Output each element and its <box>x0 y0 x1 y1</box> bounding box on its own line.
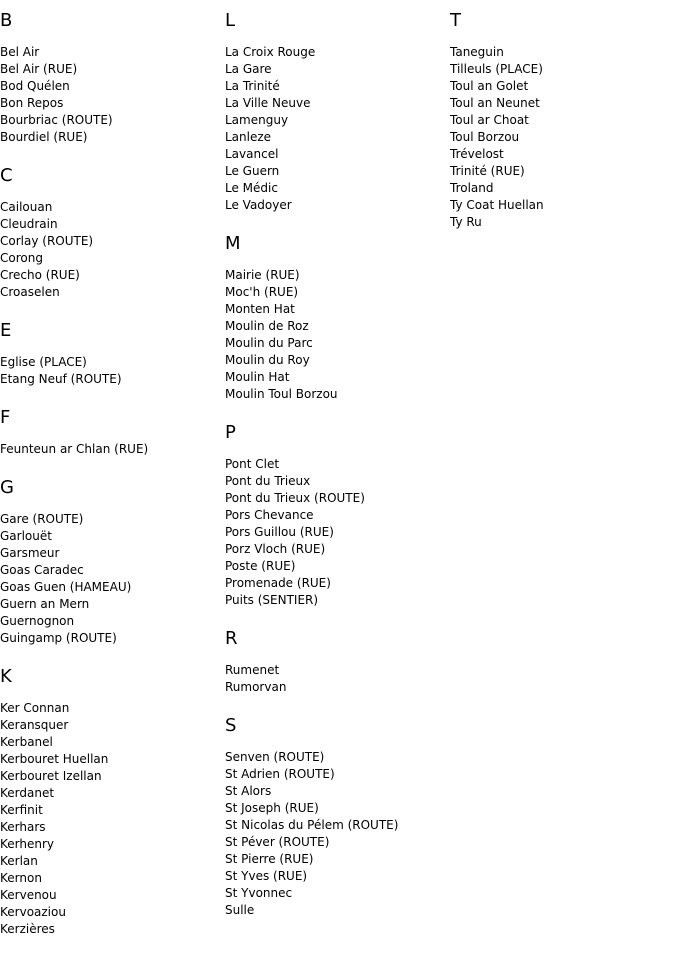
street-name: Kerdanet <box>0 786 55 800</box>
street-name: Promenade (RUE) <box>225 576 331 590</box>
street-name: Rumorvan <box>225 680 287 694</box>
street-list <box>0 199 222 301</box>
street-name: Goas Guen (HAMEAU) <box>0 580 132 594</box>
street-name: Moulin du Parc <box>225 336 313 350</box>
street-name: Crecho (RUE) <box>0 268 80 282</box>
street-list <box>450 44 672 231</box>
section-letter-heading: R <box>225 628 238 649</box>
street-name: Trévelost <box>450 147 504 161</box>
letter-section <box>0 320 222 388</box>
street-name: Eglise (PLACE) <box>0 355 87 369</box>
street-name: Kervenou <box>0 888 57 902</box>
street-name: Goas Caradec <box>0 563 84 577</box>
section-letter-heading: S <box>225 715 237 736</box>
street-name: Corlay (ROUTE) <box>0 234 94 248</box>
index-column-1 <box>0 10 222 957</box>
letter-section <box>225 422 447 609</box>
street-name: Bourdiel (RUE) <box>0 130 88 144</box>
section-letter-heading: G <box>0 477 14 498</box>
street-name: La Ville Neuve <box>225 96 311 110</box>
street-list <box>225 456 447 609</box>
street-name: Lamenguy <box>225 113 289 127</box>
street-name: Tilleuls (PLACE) <box>450 62 543 76</box>
street-name: Le Médic <box>225 181 278 195</box>
letter-section <box>0 407 222 458</box>
street-list <box>225 662 447 696</box>
letter-section <box>450 10 672 231</box>
street-name: Bel Air (RUE) <box>0 62 78 76</box>
street-name: St Nicolas du Pélem (ROUTE) <box>225 818 399 832</box>
street-name: Kerbouret Huellan <box>0 752 109 766</box>
street-name: Guingamp (ROUTE) <box>0 631 117 645</box>
street-name: Croaselen <box>0 285 60 299</box>
street-name: St Adrien (ROUTE) <box>225 767 335 781</box>
street-name: Bon Repos <box>0 96 64 110</box>
letter-section <box>225 715 447 919</box>
street-list <box>0 354 222 388</box>
street-name: St Joseph (RUE) <box>225 801 319 815</box>
street-name: Moulin Hat <box>225 370 290 384</box>
letter-section <box>0 666 222 938</box>
street-name: Poste (RUE) <box>225 559 296 573</box>
section-letter-heading: K <box>0 666 12 687</box>
street-name: Kervoaziou <box>0 905 66 919</box>
street-name: Moulin de Roz <box>225 319 309 333</box>
street-name: Sulle <box>225 903 255 917</box>
street-list <box>225 44 447 214</box>
letter-section <box>0 165 222 301</box>
street-name: Kerbanel <box>0 735 53 749</box>
index-column-3 <box>450 10 672 250</box>
street-name: Ty Ru <box>450 215 482 229</box>
street-name: Moc'h (RUE) <box>225 285 299 299</box>
street-name: Keransquer <box>0 718 69 732</box>
street-name: Monten Hat <box>225 302 295 316</box>
street-name: St Yves (RUE) <box>225 869 308 883</box>
street-name: Kerlan <box>0 854 38 868</box>
street-name: Mairie (RUE) <box>225 268 300 282</box>
section-letter-heading: C <box>0 165 13 186</box>
street-name: Troland <box>450 181 494 195</box>
street-name: Kerfinit <box>0 803 43 817</box>
street-name: Guern an Mern <box>0 597 90 611</box>
street-name: Puits (SENTIER) <box>225 593 319 607</box>
street-name: Pont du Trieux (ROUTE) <box>225 491 365 505</box>
street-name: Kernon <box>0 871 42 885</box>
section-letter-heading: L <box>225 10 236 31</box>
street-name: Porz Vloch (RUE) <box>225 542 326 556</box>
street-list <box>0 44 222 146</box>
street-name: Bod Quélen <box>0 79 70 93</box>
street-name: St Alors <box>225 784 272 798</box>
letter-section <box>225 233 447 403</box>
street-name: Pors Guillou (RUE) <box>225 525 334 539</box>
street-name: Guernognon <box>0 614 75 628</box>
street-name: La Trinité <box>225 79 280 93</box>
street-name: Toul an Golet <box>450 79 529 93</box>
street-name: Etang Neuf (ROUTE) <box>0 372 122 386</box>
street-name: La Gare <box>225 62 272 76</box>
street-name: Kerbouret Izellan <box>0 769 102 783</box>
street-name: Pont du Trieux <box>225 474 311 488</box>
street-list <box>225 267 447 403</box>
street-list <box>0 511 222 647</box>
section-letter-heading: B <box>0 10 13 31</box>
street-name: La Croix Rouge <box>225 45 316 59</box>
street-name: Lanleze <box>225 130 272 144</box>
index-column-2 <box>225 10 447 938</box>
street-name: Toul an Neunet <box>450 96 540 110</box>
street-name: Moulin du Roy <box>225 353 310 367</box>
street-name: Ty Coat Huellan <box>450 198 544 212</box>
section-letter-heading: T <box>450 10 461 31</box>
street-name: Garsmeur <box>0 546 60 560</box>
street-name: Corong <box>0 251 43 265</box>
street-name: Garlouët <box>0 529 52 543</box>
section-letter-heading: P <box>225 422 236 443</box>
street-name: Kerhenry <box>0 837 55 851</box>
street-name: Feunteun ar Chlan (RUE) <box>0 442 149 456</box>
street-name: Lavancel <box>225 147 279 161</box>
letter-section <box>225 628 447 696</box>
street-list <box>0 441 222 458</box>
street-name: Senven (ROUTE) <box>225 750 325 764</box>
street-name: Cailouan <box>0 200 53 214</box>
street-name: St Pierre (RUE) <box>225 852 314 866</box>
street-name: Le Vadoyer <box>225 198 292 212</box>
street-name: Kerzières <box>0 922 55 936</box>
letter-section <box>225 10 447 214</box>
section-letter-heading: M <box>225 233 241 254</box>
street-name: Pont Clet <box>225 457 280 471</box>
street-name: Le Guern <box>225 164 280 178</box>
street-name: Cleudrain <box>0 217 58 231</box>
street-name: Toul Borzou <box>450 130 520 144</box>
letter-section <box>0 10 222 146</box>
street-list <box>0 700 222 938</box>
letter-section <box>0 477 222 647</box>
street-name: Ker Connan <box>0 701 70 715</box>
street-name: Rumenet <box>225 663 280 677</box>
street-name: Pors Chevance <box>225 508 314 522</box>
street-name: St Péver (ROUTE) <box>225 835 330 849</box>
street-name: Moulin Toul Borzou <box>225 387 338 401</box>
street-name: Taneguin <box>450 45 504 59</box>
section-letter-heading: F <box>0 407 11 428</box>
street-name: Bourbriac (ROUTE) <box>0 113 113 127</box>
street-name: St Yvonnec <box>225 886 293 900</box>
street-name: Toul ar Choat <box>450 113 529 127</box>
street-name: Kerhars <box>0 820 46 834</box>
street-name: Trinité (RUE) <box>450 164 525 178</box>
street-name: Gare (ROUTE) <box>0 512 84 526</box>
street-list <box>225 749 447 919</box>
street-name: Bel Air <box>0 45 40 59</box>
section-letter-heading: E <box>0 320 12 341</box>
